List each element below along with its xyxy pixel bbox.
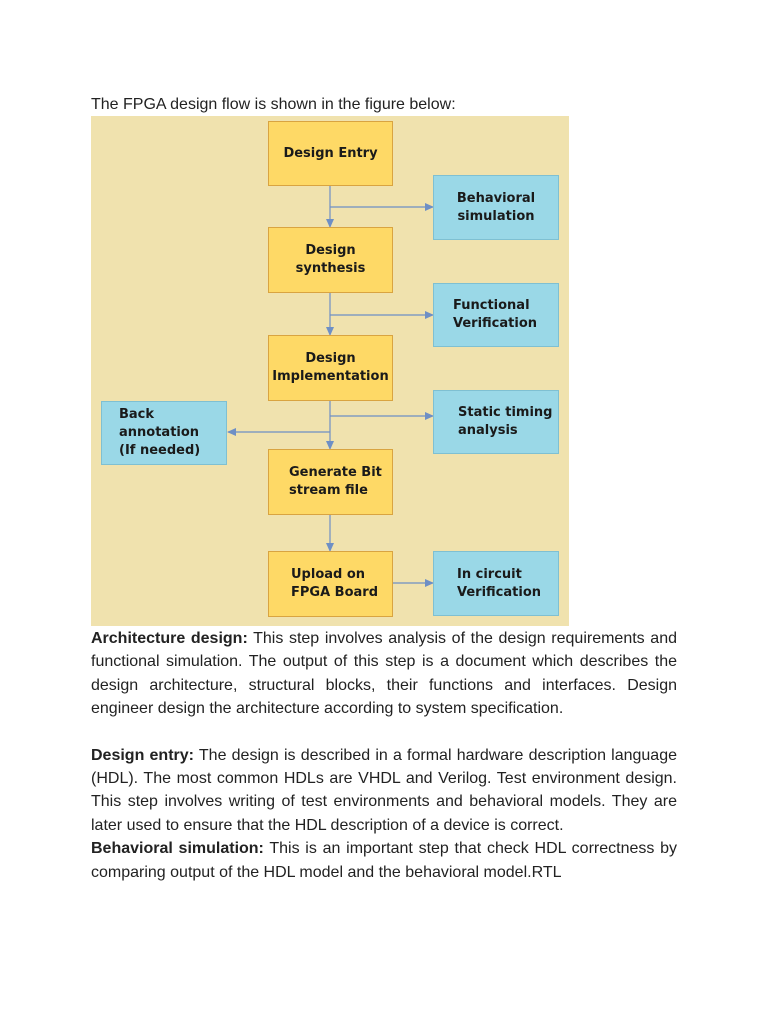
paragraph-architecture-design: [91, 627, 677, 721]
term-behavioral-simulation: Behavioral simulation:: [91, 840, 264, 858]
check-back-annotation: Back annotation (If needed): [101, 401, 227, 465]
step-design-synthesis: Design synthesis: [268, 227, 393, 293]
check-behavioral-simulation: Behavioral simulation: [433, 175, 559, 240]
term-architecture-design: Architecture design:: [91, 630, 248, 647]
step-design-implementation: Design Implementation: [268, 335, 393, 401]
check-in-circuit-verification: In circuit Verification: [433, 551, 559, 616]
text-design-entry: The design is described in a formal hardware description language (HDL). The most common HDLs are VHDL and Verilog. Test environment design. This step involves writing of test environments and behavioral models. They are later used to ensure that the HDL description of a device is correct.: [91, 746, 677, 834]
check-functional-verification: Functional Verification: [433, 283, 559, 347]
step-upload-fpga-board: Upload on FPGA Board: [268, 551, 393, 617]
text-behavioral-simulation: This is an important step that check HDL correctness by comparing output of the HDL model and the behavioral model.RTL: [91, 840, 678, 881]
text-architecture-design: This step involves analysis of the design requirements and functional simulation. The output of this step is a document which describes the design architecture, structural blocks, their functions and interfaces. Design engineer design the architecture according to system specification.: [91, 630, 677, 718]
document-body: [91, 627, 677, 884]
term-design-entry: Design entry:: [91, 746, 194, 764]
step-generate-bitstream: Generate Bit stream file: [268, 449, 393, 515]
paragraph-behavioral-simulation: [91, 837, 677, 884]
fpga-design-flow-diagram: [91, 116, 569, 626]
check-static-timing-analysis: Static timing analysis: [433, 390, 559, 454]
step-design-entry: Design Entry: [268, 121, 393, 186]
intro-text: The FPGA design flow is shown in the figure below:: [91, 96, 456, 113]
paragraph-design-entry: [91, 744, 677, 838]
